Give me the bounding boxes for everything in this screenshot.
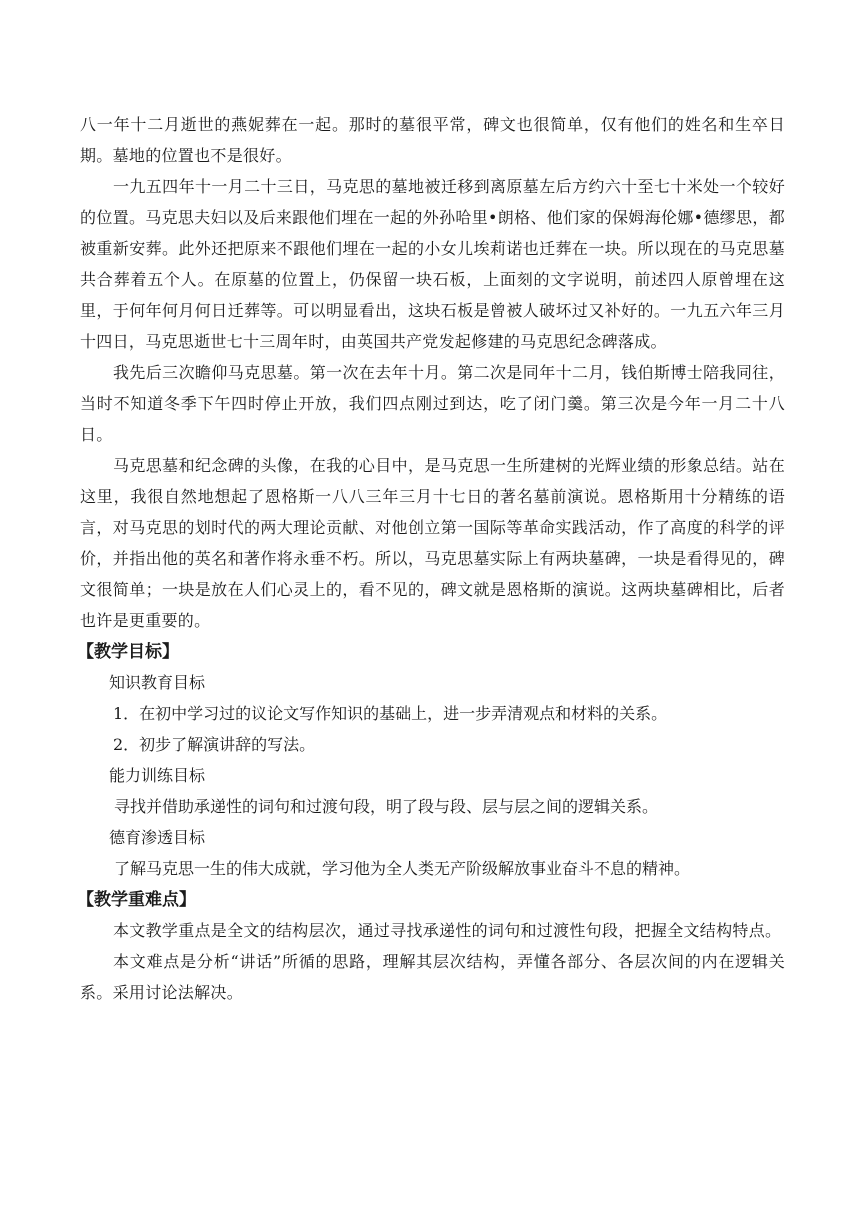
difficult-point-paragraph: 本文难点是分析“讲话”所循的思路，理解其层次结构，弄懂各部分、各层次间的内在逻辑关系。采用讨论法解决。	[80, 952, 785, 1002]
ability-objective-title: 能力训练目标	[109, 766, 206, 785]
moral-objective-title: 德育渗透目标	[109, 828, 206, 847]
ability-objective-text: 寻找并借助承递性的词句和过渡句段，明了段与段、层与层之间的逻辑关系。	[114, 797, 659, 816]
body-paragraph-2: 一九五四年十一月二十三日，马克思的墓地被迁移到离原墓左后方约六十至七十米处一个较好的位置。马克思夫妇以及后来跟他们埋在一起的外孙哈里•朗格、他们家的保姆海伦娜•德缪思，都被重新安葬。此外还把原来不跟他们埋在一起的小女儿埃莉诺也迁葬在一块。所以现在的马克思墓共合葬着五个人。在原墓的位置上，仍保留一块石板，上面刻的文字说明，前述四人原曾埋在这里，于何年何月何日迁葬等。可以明显看出，这块石板是曾被人破坏过又补好的。一九五六年三月十四日，马克思逝世七十三周年时，由英国共产党发起修建的马克思纪念碑落成。	[80, 177, 785, 351]
body-paragraph-1: 八一年十二月逝世的燕妮葬在一起。那时的墓很平常，碑文也很简单，仅有他们的姓名和生卒日期。墓地的位置也不是很好。	[80, 115, 785, 165]
knowledge-objective-item-1: 1．在初中学习过的议论文写作知识的基础上，进一步弄清观点和材料的关系。	[113, 704, 668, 723]
key-point-paragraph: 本文教学重点是全文的结构层次，通过寻找承递性的词句和过渡性句段，把握全文结构特点。	[113, 921, 782, 940]
knowledge-objective-title: 知识教育目标	[109, 673, 206, 692]
body-paragraph-3: 我先后三次瞻仰马克思墓。第一次在去年十月。第二次是同年十二月，钱伯斯博士陪我同往，当时不知道冬季下午四时停止开放，我们四点刚过到达，吃了闭门羹。第三次是今年一月二十八日。	[80, 363, 785, 444]
key-difficult-points-heading: 【教学重难点】	[77, 890, 196, 910]
teaching-objectives-heading: 【教学目标】	[77, 642, 179, 662]
body-paragraph-4: 马克思墓和纪念碑的头像，在我的心目中，是马克思一生所建树的光辉业绩的形象总结。站在这里，我很自然地想起了恩格斯一八八三年三月十七日的著名墓前演说。恩格斯用十分精练的语言，对马克思的划时代的两大理论贡献、对他创立第一国际等革命实践活动，作了高度的科学的评价，并指出他的英名和著作将永垂不朽。所以，马克思墓实际上有两块墓碑，一块是看得见的，碑文很简单；一块是放在人们心灵上的，看不见的，碑文就是恩格斯的演说。这两块墓碑相比，后者也许是更重要的。	[80, 456, 785, 630]
knowledge-objective-item-2: 2．初步了解演讲辞的写法。	[113, 735, 316, 754]
moral-objective-text: 了解马克思一生的伟大成就，学习他为全人类无产阶级解放事业奋斗不息的精神。	[114, 859, 691, 878]
document-page	[77, 109, 785, 1008]
